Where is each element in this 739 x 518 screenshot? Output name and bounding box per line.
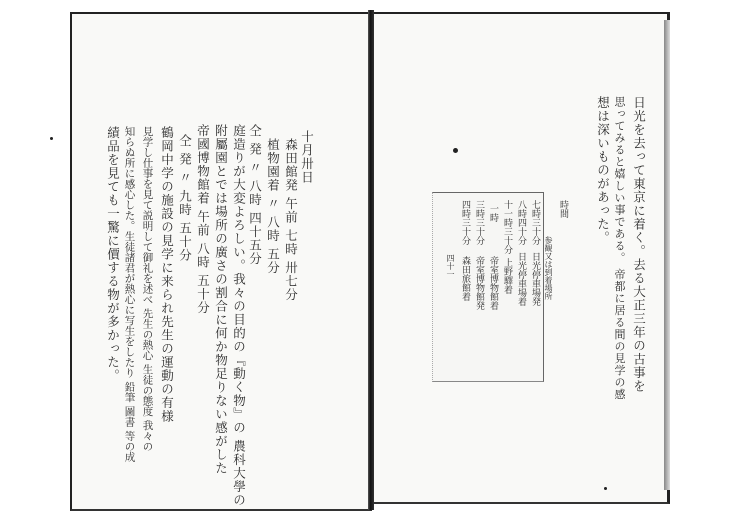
ink-speck — [50, 137, 53, 140]
right-col-1: 日光を去って東京に着く。去る大正三年の古事を — [631, 96, 647, 393]
left-col-5: 庭造りが大変よろしい。我々の目的の『動く物』の 農科大學の — [231, 124, 247, 507]
schedule-time: 八時四十分 — [516, 200, 526, 245]
schedule-place: 日光停車場着 — [516, 252, 526, 306]
page-edge — [664, 20, 670, 490]
left-col-8: 仝 発 〃 九時 五十分 — [177, 134, 193, 262]
schedule-time: 一時 — [488, 204, 498, 222]
ink-speck — [453, 148, 458, 153]
right-col-2: 思ってみると嬉しい事である。 帝都に居る間の見学の感 — [613, 96, 626, 401]
book-gutter — [368, 10, 374, 510]
schedule-time: 三時三十分 — [474, 200, 484, 245]
page-number: 四十一 — [446, 254, 455, 278]
schedule-time: 四時三十分 — [460, 200, 470, 245]
right-col-3: 想は深いものがあった。 — [595, 96, 611, 245]
ink-speck — [604, 487, 607, 490]
left-col-4: 仝 発 〃 八時 四十五分 — [247, 124, 263, 266]
left-col-7: 帝國博物館着 午前 八時 五十分 — [195, 124, 211, 315]
schedule-place: 上野驛着 — [502, 258, 512, 294]
left-col-2: 森田館発 午前 七時 卅七分 — [283, 138, 299, 302]
left-col-12: 績品を見ても一驚に價する物が多かった。 — [105, 126, 121, 383]
left-col-10: 見学し仕事を見て説明して御礼を述べ 先生の熱心 生徒の態度 我々の — [141, 126, 154, 452]
schedule-time-header: 時間 — [558, 200, 568, 218]
schedule-time: 七時三十分 — [530, 200, 540, 245]
schedule-place: 帝室博物館着 — [488, 256, 498, 310]
left-col-9: 鶴岡中学の施設の見学に来られ先生の運動の有様 — [159, 126, 175, 423]
left-col-3: 植物園着 〃 八時 五分 — [265, 138, 281, 275]
left-col-1: 十月卅日 — [299, 130, 315, 184]
left-col-6: 附屬園とでは場所の廣さの割合に何か物足りない感がした — [213, 124, 229, 475]
schedule-place: 森田旅館着 — [460, 256, 470, 301]
schedule-place: 帝室博物館発 — [474, 256, 484, 310]
schedule-place: 日光停車場発 — [530, 252, 540, 306]
left-col-11: 知らぬ所に感心した。生徒諸君が熱心に写生をしたり 鉛筆 圖書 等の成 — [123, 126, 136, 462]
schedule-place-header: 参観又は到着場所 — [544, 236, 553, 300]
schedule-time: 十一時三十分 — [502, 200, 512, 254]
